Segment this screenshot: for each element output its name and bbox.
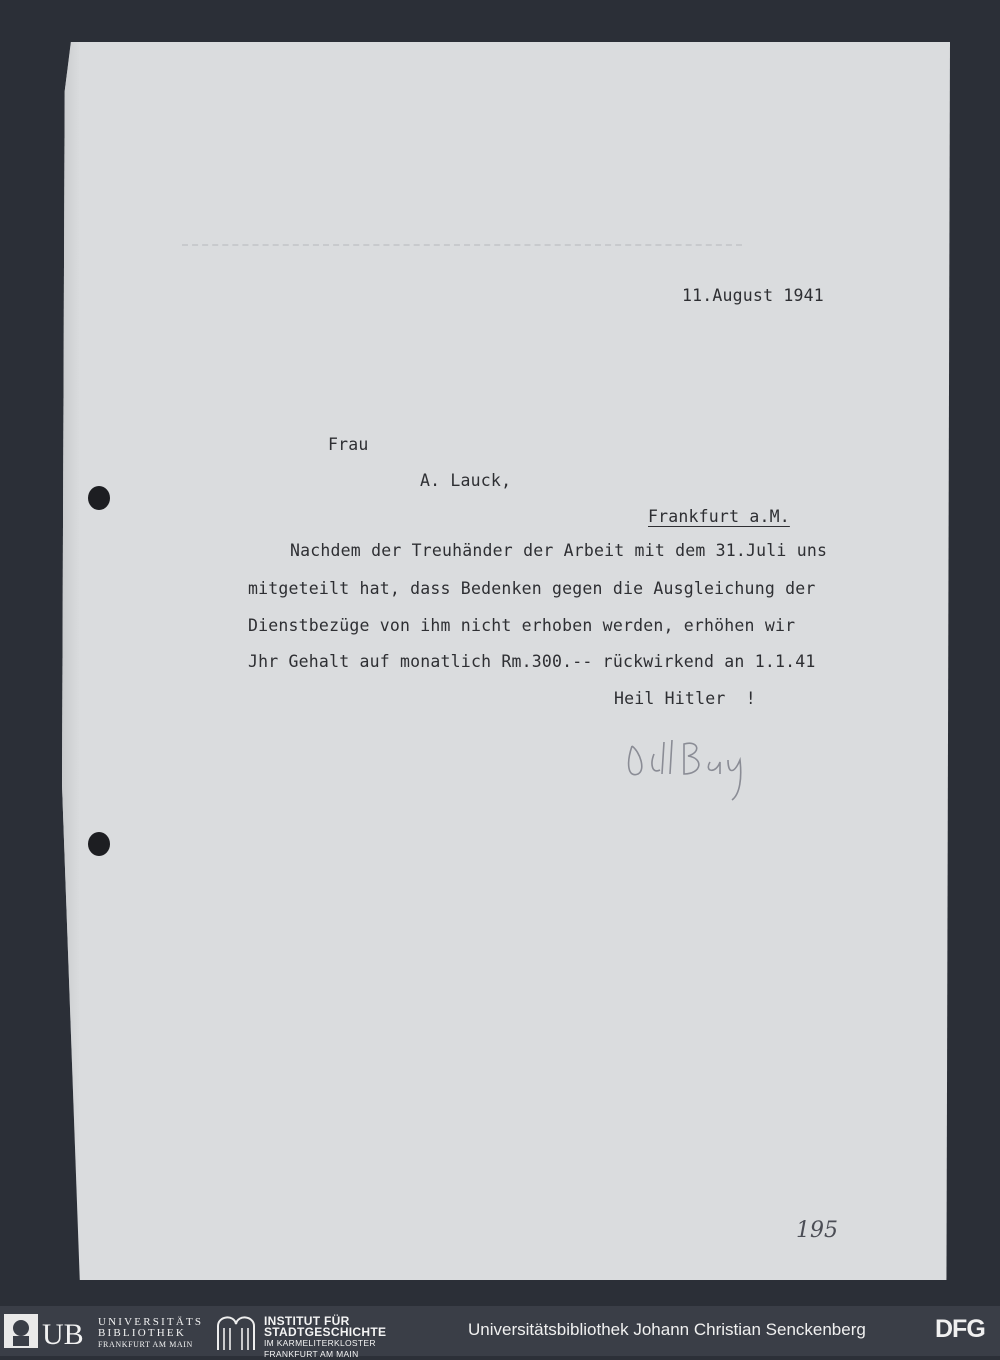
- svg-text:UB: UB: [42, 1318, 84, 1350]
- letter-salutation: Frau: [328, 435, 369, 454]
- institute-arch-icon: [214, 1312, 258, 1352]
- ub-wordmark: [98, 1317, 203, 1350]
- letter-closing: Heil Hitler !: [614, 689, 756, 708]
- footer-bar: [0, 1306, 1000, 1359]
- ub-logo-icon: [4, 1312, 96, 1350]
- body-line-4: Jhr Gehalt auf monatlich Rm.300.-- rückwirkend an 1.1.41: [248, 652, 816, 671]
- inst-line-1: INSTITUT FÜR: [264, 1314, 350, 1328]
- recipient-city: Frankfurt a.M.: [648, 507, 790, 526]
- inst-line-4: FRANKFURT AM MAIN: [264, 1349, 359, 1359]
- ub-line-1: UNIVERSITÄTS: [98, 1316, 204, 1328]
- punch-hole-bottom: [88, 832, 110, 856]
- dfg-logo: DFG: [935, 1315, 985, 1343]
- inst-line-3: IM KARMELITERKLOSTER: [264, 1338, 376, 1348]
- ub-line-2: BIBLIOTHEK: [98, 1327, 186, 1339]
- body-line-3: Dienstbezüge von ihm nicht erhoben werden, erhöhen wir: [248, 616, 796, 635]
- page-number: 195: [796, 1218, 838, 1243]
- body-line-2: mitgeteilt hat, dass Bedenken gegen die Ausgleichung der: [248, 579, 816, 598]
- body-line-1: Nachdem der Treuhänder der Arbeit mit dem 31.Juli uns: [290, 541, 828, 560]
- letter-date: 11.August 1941: [682, 286, 824, 305]
- institute-wordmark: [264, 1316, 386, 1360]
- show-through-line: [182, 244, 742, 249]
- handwritten-signature: [624, 734, 764, 804]
- ub-line-3: FRANKFURT AM MAIN: [98, 1340, 193, 1349]
- library-name: Universitätsbibliothek Johann Christian Senckenberg: [468, 1320, 866, 1339]
- recipient-name: A. Lauck,: [420, 471, 512, 490]
- inst-line-2: STADTGESCHICHTE: [264, 1325, 387, 1339]
- punch-hole-top: [88, 486, 110, 510]
